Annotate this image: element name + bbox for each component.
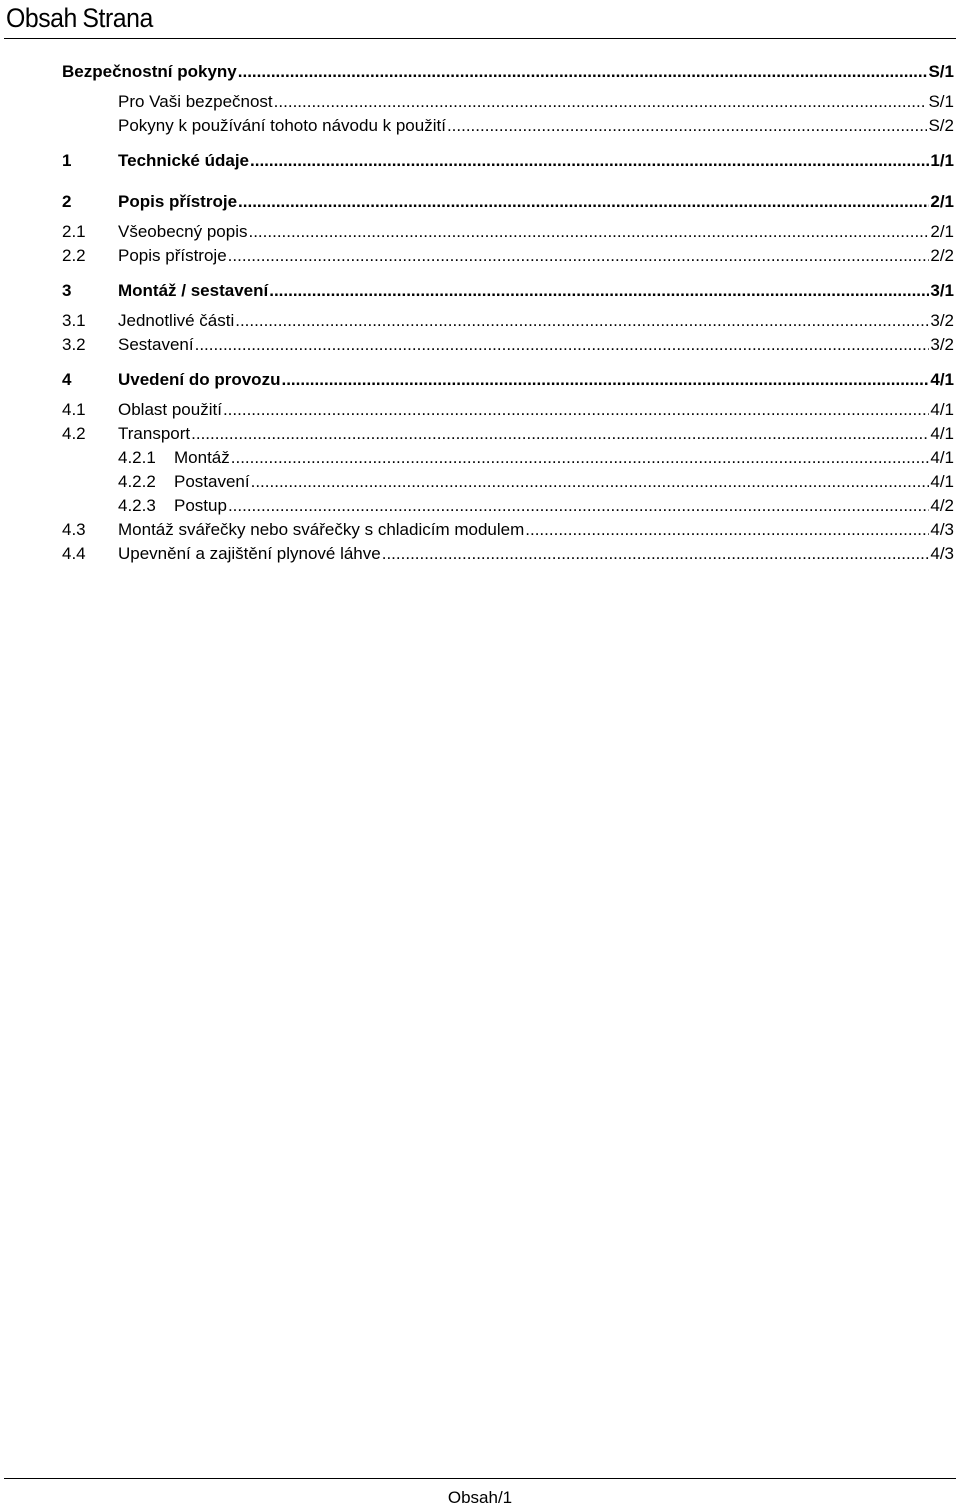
toc-entry-page: 2/1 — [930, 222, 954, 241]
dot-leader — [238, 192, 929, 212]
toc-entry-page: 4/1 — [930, 370, 954, 389]
page-number-footer: Obsah/1 — [447, 1488, 513, 1507]
toc-entry-page: 2/2 — [930, 246, 954, 265]
toc-entry[interactable] — [62, 420, 954, 444]
toc-entry-page: S/1 — [928, 92, 954, 111]
toc-entry-page: 3/2 — [930, 335, 954, 354]
toc-entry[interactable] — [62, 444, 954, 468]
toc-entry-title: Postavení — [174, 472, 250, 491]
toc-entry-title: Postup — [174, 496, 227, 515]
dot-leader — [223, 400, 929, 420]
dot-leader — [250, 151, 929, 171]
table-of-contents — [62, 58, 954, 564]
toc-entry-page: S/1 — [928, 62, 954, 81]
toc-entry-number: 2.2 — [62, 246, 86, 265]
toc-entry-page: 4/1 — [930, 472, 954, 491]
toc-entry-title: Upevnění a zajištění plynové láhve — [118, 544, 381, 563]
toc-entry-page: 3/2 — [930, 311, 954, 330]
dot-leader — [191, 424, 929, 444]
dot-leader — [274, 92, 928, 112]
toc-entry-number: 4.2 — [62, 424, 86, 443]
toc-entry[interactable] — [62, 540, 954, 564]
toc-entry-title: Pokyny k používání tohoto návodu k použití — [118, 116, 446, 135]
toc-entry-title: Pro Vaši bezpečnost — [118, 92, 273, 111]
toc-entry-number: 4.2.2 — [118, 472, 156, 491]
dot-leader — [525, 520, 929, 540]
toc-entry-title: Sestavení — [118, 335, 194, 354]
toc-entry-number: 3 — [62, 281, 72, 300]
toc-entry-page: 4/1 — [930, 448, 954, 467]
toc-entry-page: 2/1 — [930, 192, 954, 211]
toc-entry-title: Montáž / sestavení — [118, 281, 269, 300]
toc-entry-page: 4/1 — [930, 424, 954, 443]
toc-entry-number: 4.2.1 — [118, 448, 156, 467]
dot-leader — [228, 496, 929, 516]
toc-entry[interactable] — [62, 468, 954, 492]
page-header — [6, 0, 153, 36]
dot-leader — [195, 335, 930, 355]
toc-entry-number: 2 — [62, 192, 72, 211]
toc-entry-title: Transport — [118, 424, 191, 443]
dot-leader — [281, 370, 929, 390]
header-page-label: Strana — [82, 2, 153, 33]
toc-entry[interactable] — [62, 188, 954, 212]
toc-entry-number: 4.3 — [62, 520, 86, 539]
dot-leader — [251, 472, 930, 492]
dot-leader — [238, 62, 928, 82]
toc-entry[interactable] — [62, 218, 954, 242]
toc-entry-number: 2.1 — [62, 222, 86, 241]
toc-entry-page: 1/1 — [930, 151, 954, 170]
toc-entry-number: 4.1 — [62, 400, 86, 419]
toc-entry[interactable] — [62, 112, 954, 136]
toc-entry-page: 3/1 — [930, 281, 954, 300]
toc-entry-number: 3.2 — [62, 335, 86, 354]
dot-leader — [248, 222, 929, 242]
toc-entry[interactable] — [62, 147, 954, 171]
footer-divider — [4, 1478, 956, 1479]
toc-entry-title: Bezpečnostní pokyny — [62, 62, 237, 81]
toc-entry[interactable] — [62, 58, 954, 82]
toc-entry-number: 4 — [62, 370, 72, 389]
toc-entry[interactable] — [62, 242, 954, 266]
toc-entry-page: 4/1 — [930, 400, 954, 419]
toc-entry-number: 1 — [62, 151, 72, 170]
toc-entry-title: Popis přístroje — [118, 192, 238, 211]
toc-entry[interactable] — [62, 396, 954, 420]
toc-entry[interactable] — [62, 307, 954, 331]
toc-entry-number: 3.1 — [62, 311, 86, 330]
toc-entry-number: 4.4 — [62, 544, 86, 563]
toc-entry-page: 4/3 — [930, 520, 954, 539]
toc-entry-title: Uvedení do provozu — [118, 370, 281, 389]
toc-entry[interactable] — [62, 366, 954, 390]
dot-leader — [235, 311, 929, 331]
toc-entry-page: 4/2 — [930, 496, 954, 515]
header-divider — [4, 38, 956, 39]
header-contents-label: Obsah — [6, 2, 77, 33]
toc-entry-page: 4/3 — [930, 544, 954, 563]
toc-entry-title: Všeobecný popis — [118, 222, 248, 241]
toc-entry-number: 4.2.3 — [118, 496, 156, 515]
toc-entry-title: Montáž — [174, 448, 230, 467]
dot-leader — [447, 116, 928, 136]
dot-leader — [231, 448, 930, 468]
dot-leader — [228, 246, 930, 266]
toc-entry[interactable] — [62, 88, 954, 112]
toc-entry[interactable] — [62, 492, 954, 516]
toc-entry[interactable] — [62, 277, 954, 301]
toc-entry-title: Montáž svářečky nebo svářečky s chladicím modulem — [118, 520, 525, 539]
toc-entry-page: S/2 — [928, 116, 954, 135]
toc-entry-title: Technické údaje — [118, 151, 250, 170]
dot-leader — [382, 544, 930, 564]
toc-entry-title: Popis přístroje — [118, 246, 227, 265]
dot-leader — [269, 281, 929, 301]
toc-entry-title: Oblast použití — [118, 400, 222, 419]
toc-entry[interactable] — [62, 516, 954, 540]
toc-entry[interactable] — [62, 331, 954, 355]
toc-entry-title: Jednotlivé části — [118, 311, 235, 330]
